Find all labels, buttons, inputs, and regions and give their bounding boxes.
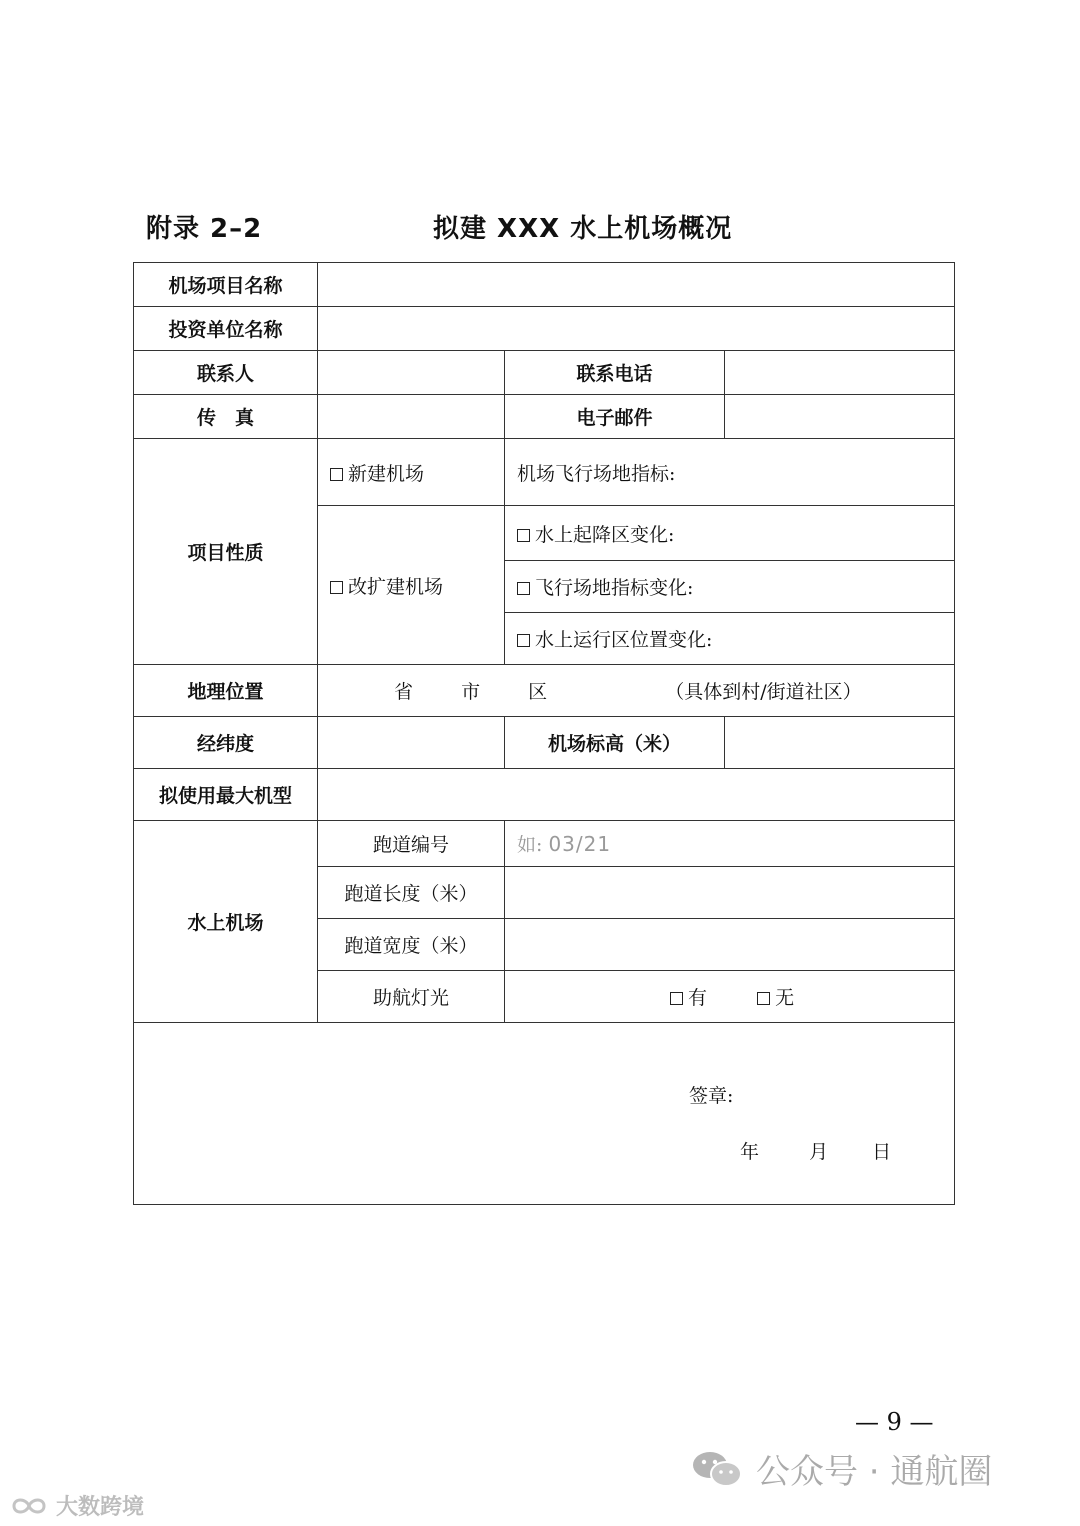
- fax-label: 传 真: [134, 395, 318, 439]
- phone-field[interactable]: [725, 351, 955, 395]
- max-aircraft-field[interactable]: [318, 769, 955, 821]
- water-ops-change-label: 水上运行区位置变化:: [535, 629, 713, 651]
- email-label: 电子邮件: [505, 395, 725, 439]
- investor-name-field[interactable]: [318, 307, 955, 351]
- elevation-label: 机场标高（米）: [505, 717, 725, 769]
- yes-label: 有: [688, 987, 708, 1009]
- wechat-icon: [690, 1449, 744, 1489]
- new-airport-label: 新建机场: [348, 462, 425, 485]
- phone-label: 联系电话: [505, 351, 725, 395]
- runway-length-field[interactable]: [505, 867, 955, 919]
- runway-width-label: 跑道宽度（米）: [318, 919, 505, 971]
- runway-width-field[interactable]: [505, 919, 955, 971]
- water-area-change-label: 水上起降区变化:: [535, 523, 675, 546]
- brand-watermark: [8, 1490, 144, 1521]
- runway-no-example-prefix: 如:: [517, 834, 543, 856]
- location-label: 地理位置: [134, 665, 318, 717]
- district-label: 区: [528, 681, 548, 703]
- project-name-field[interactable]: [318, 263, 955, 307]
- latlon-field[interactable]: [318, 717, 505, 769]
- site-index-field[interactable]: [505, 439, 955, 506]
- runway-no-field[interactable]: [505, 821, 955, 867]
- water-ops-change-option[interactable]: [505, 613, 955, 665]
- water-ops-change-checkbox[interactable]: [517, 634, 530, 647]
- elevation-field[interactable]: [725, 717, 955, 769]
- no-label: 无: [775, 987, 795, 1009]
- nav-lights-yes-option[interactable]: [670, 987, 707, 1009]
- water-airport-label: 水上机场: [134, 821, 318, 1023]
- latlon-label: 经纬度: [134, 717, 318, 769]
- runway-no-label: 跑道编号: [318, 821, 505, 867]
- month-label: 月: [809, 1141, 829, 1163]
- yes-checkbox[interactable]: [670, 992, 683, 1005]
- appendix-number: 附录 2–2: [146, 214, 263, 244]
- nav-lights-no-option[interactable]: [757, 987, 794, 1009]
- expand-airport-checkbox[interactable]: [330, 581, 343, 594]
- new-airport-option[interactable]: [318, 439, 505, 506]
- nav-lights-field[interactable]: [505, 971, 955, 1023]
- investor-name-label: 投资单位名称: [134, 307, 318, 351]
- date-line: [740, 1137, 891, 1164]
- no-checkbox[interactable]: [757, 992, 770, 1005]
- location-hint: （具体到村/街道社区）: [665, 681, 862, 703]
- nav-lights-label: 助航灯光: [318, 971, 505, 1023]
- infinity-logo-icon: [8, 1495, 50, 1517]
- signature-label: 签章:: [689, 1085, 734, 1107]
- location-field[interactable]: [318, 665, 955, 717]
- page-title: 拟建 XXX 水上机场概况: [433, 214, 733, 244]
- year-label: 年: [740, 1141, 760, 1163]
- max-aircraft-label: 拟使用最大机型: [134, 769, 318, 821]
- day-label: 日: [872, 1141, 892, 1163]
- brand-watermark-text: 大数跨境: [56, 1495, 145, 1520]
- project-nature-label: 项目性质: [134, 439, 318, 665]
- fax-field[interactable]: [318, 395, 505, 439]
- project-name-label: 机场项目名称: [134, 263, 318, 307]
- new-airport-checkbox[interactable]: [330, 468, 343, 481]
- expand-airport-option[interactable]: [318, 506, 505, 665]
- site-index-label: 机场飞行场地指标:: [517, 462, 676, 485]
- site-index-change-checkbox[interactable]: [517, 582, 530, 595]
- page-number: — 9 —: [855, 1408, 934, 1436]
- expand-airport-label: 改扩建机场: [348, 575, 444, 598]
- watermark-text: 公众号 · 通航圈: [756, 1452, 993, 1492]
- province-label: 省: [394, 681, 414, 703]
- airport-overview-form: [133, 262, 955, 1205]
- runway-length-label: 跑道长度（米）: [318, 867, 505, 919]
- water-area-change-option[interactable]: [505, 506, 955, 561]
- contact-field[interactable]: [318, 351, 505, 395]
- runway-no-example: 03/21: [548, 832, 612, 856]
- site-index-change-label: 飞行场地指标变化:: [535, 577, 694, 599]
- contact-label: 联系人: [134, 351, 318, 395]
- email-field[interactable]: [725, 395, 955, 439]
- signature-area[interactable]: [134, 1023, 955, 1205]
- site-index-change-option[interactable]: [505, 561, 955, 613]
- city-label: 市: [461, 681, 481, 703]
- wechat-watermark: [690, 1444, 992, 1493]
- water-area-change-checkbox[interactable]: [517, 529, 530, 542]
